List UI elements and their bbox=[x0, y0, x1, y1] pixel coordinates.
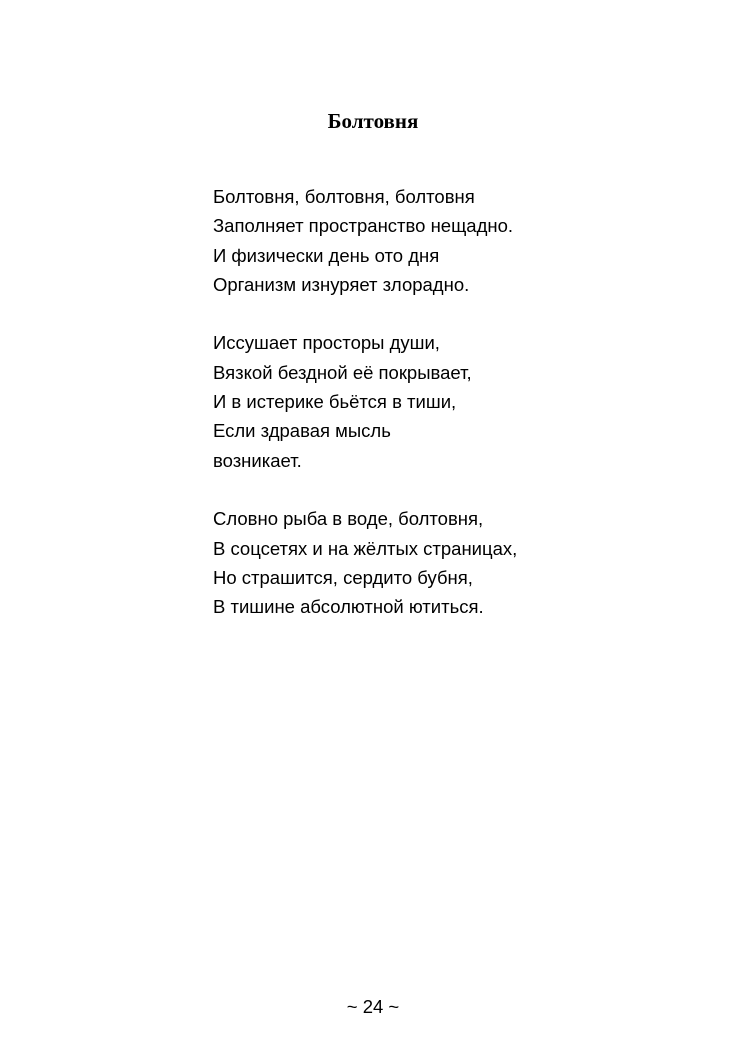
poem-line: Если здравая мысль bbox=[213, 420, 391, 442]
poem-line: И в истерике бьётся в тиши, bbox=[213, 391, 457, 413]
poem-body bbox=[213, 182, 517, 651]
poem-line: Заполняет пространство нещадно. bbox=[213, 215, 514, 237]
stanza-3 bbox=[213, 504, 517, 621]
stanza-1 bbox=[213, 182, 517, 299]
poem-line: Организм изнуряет злорадно. bbox=[213, 273, 470, 295]
poem-line: В соцсетях и на жёлтых страницах, bbox=[213, 537, 518, 559]
stanza-2 bbox=[213, 328, 517, 474]
poem-line: возникает. bbox=[213, 449, 302, 471]
poem-line: Словно рыба в воде, болтовня, bbox=[213, 508, 484, 530]
poem-line: И физически день ото дня bbox=[213, 244, 440, 266]
poem-line: Болтовня, болтовня, болтовня bbox=[213, 186, 475, 207]
poem-title: Болтовня bbox=[327, 109, 419, 133]
poem-line: Вязкой бездной её покрывает, bbox=[213, 361, 472, 383]
page-number: ~ 24 ~ bbox=[346, 996, 400, 1017]
poem-line: В тишине абсолютной ютиться. bbox=[213, 596, 484, 618]
poem-line: Иссушает просторы души, bbox=[213, 332, 440, 354]
poem-line: Но страшится, сердито бубня, bbox=[213, 566, 473, 588]
